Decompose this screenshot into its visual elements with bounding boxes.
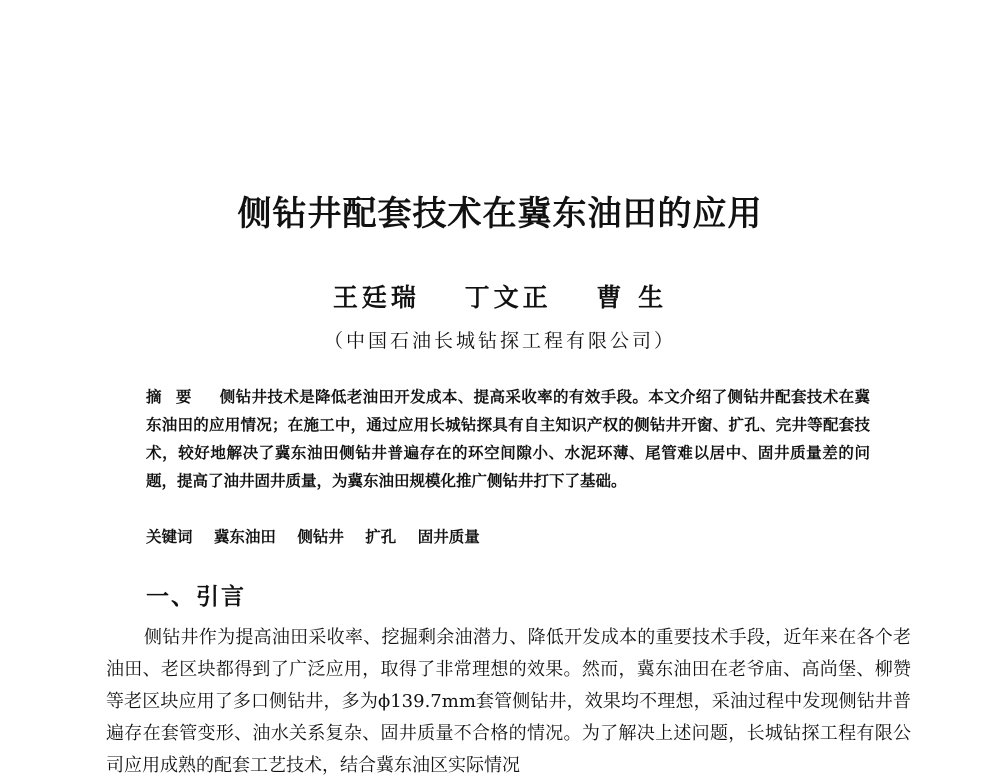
keyword: 固井质量 (417, 528, 480, 546)
section-heading: 一、引言 (146, 584, 246, 610)
keywords (146, 523, 870, 551)
keywords-label: 关键词 (146, 528, 193, 546)
author-list (0, 278, 1000, 314)
abstract-text: 侧钻井技术是降低老油田开发成本、提高采收率的有效手段。本文介绍了侧钻井配套技术在冀东油田的应用情况；在施工中，通过应用长城钻探具有自主知识产权的侧钻井开窗、扩孔、完井等配套技术，较好地解决了冀东油田侧钻井普遍存在的环空间隙小、水泥环薄、尾管难以居中、固井质量差的问题，提高了油井固井质量，为冀东油田规模化推广侧钻井打下了基础。 (146, 388, 870, 490)
author-affiliation: （中国石油长城钻探工程有限公司） (323, 330, 676, 352)
paper-title: 侧钻井配套技术在冀东油田的应用 (237, 194, 763, 234)
keyword: 扩孔 (365, 528, 397, 546)
keyword: 侧钻井 (297, 528, 344, 546)
abstract (146, 383, 870, 495)
body-paragraph: 侧钻井作为提高油田采收率、挖掘剩余油潜力、降低开发成本的重要技术手段，近年来在各个老油田、老区块都得到了广泛应用，取得了非常理想的效果。然而，冀东油田在老爷庙、高尚堡、柳赞等老区块应用了多口侧钻井，多为ϕ139.7mm套管侧钻井，效果均不理想，采油过程中发现侧钻井普遍存在套管变形、油水关系复杂、固井质量不合格的情况。为了解决上述问题，长城钻探工程有限公司应用成熟的配套工艺技术，结合冀东油区实际情况 (106, 627, 911, 776)
keyword: 冀东油田 (213, 528, 276, 546)
author-name: 曹 生 (596, 283, 668, 312)
author-name: 王廷瑞 (332, 283, 420, 312)
abstract-label: 摘要 (146, 388, 206, 406)
author-name: 丁文正 (464, 283, 552, 312)
